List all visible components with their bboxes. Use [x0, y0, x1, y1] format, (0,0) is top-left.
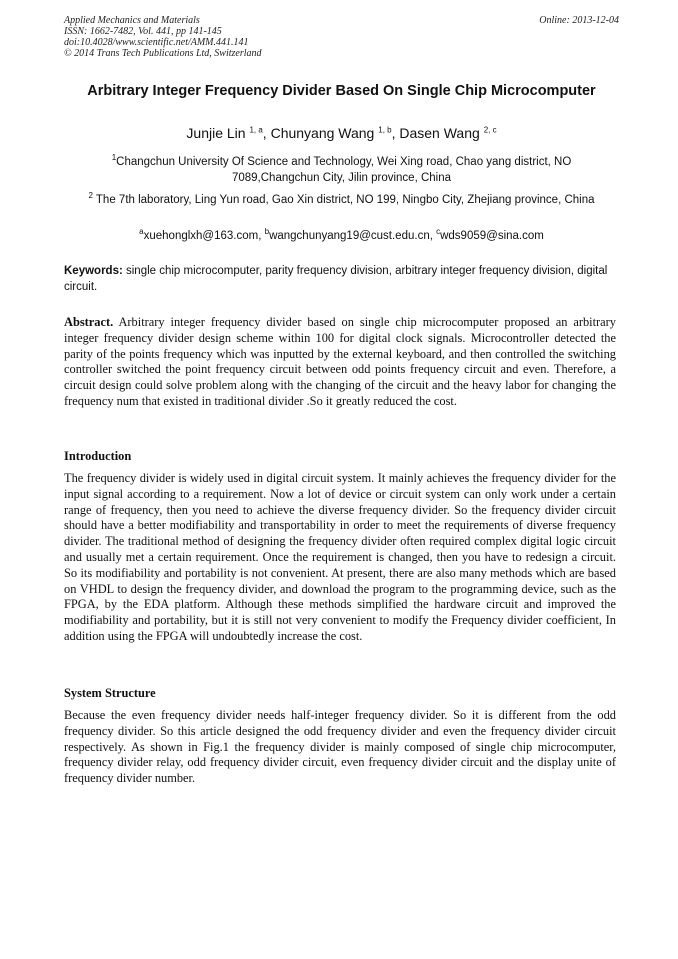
author-affiliation-mark: 1, a — [249, 125, 263, 135]
abstract-text: Arbitrary integer frequency divider based on single chip microcomputer proposed an arbitrary integer frequency divider design scheme within 100 for digital clock signals. Microcontroller detected the parity of the points frequency which was inputted by the external keyboard, and then controlled the switching controller switched the point frequency circuit between odd points frequency circuit and even. Therefore, a circuit design could solve problem along with the changing of the circuit and the heavy labor for changing the frequency num that existed in traditional divider .So it greatly reduced the cost. — [64, 315, 616, 408]
author-affiliation-mark: 2, c — [483, 125, 497, 135]
copyright-line: © 2014 Trans Tech Publications Ltd, Switzerland — [64, 48, 262, 59]
email-mark: a — [139, 227, 144, 237]
author-affiliation-mark: 1, b — [378, 125, 392, 135]
doi-line: doi:10.4028/www.scientific.net/AMM.441.141 — [64, 37, 249, 48]
journal-header — [64, 15, 619, 59]
affiliation-text: Changchun University Of Science and Technology, Wei Xing road, Chao yang district, NO 7089,Changchun City, Jilin province, China — [116, 156, 572, 184]
email-address[interactable]: xuehonglxh@163.com — [143, 230, 259, 242]
affiliation-text: The 7th laboratory, Ling Yun road, Gao Xin district, NO 199, Ningbo City, Zhejiang province, China — [92, 194, 595, 206]
online-date: Online: 2013-12-04 — [539, 15, 619, 26]
affiliation-2 — [74, 193, 609, 209]
email-mark: c — [436, 227, 441, 237]
email-address[interactable]: wds9059@sina.com — [440, 230, 544, 242]
email-mark: b — [264, 227, 270, 237]
keywords — [64, 264, 619, 295]
issn-line: ISSN: 1662-7482, Vol. 441, pp 141-145 — [64, 26, 222, 37]
author-name: Chunyang Wang — [270, 125, 375, 141]
author-name: Junjie Lin — [186, 125, 246, 141]
keywords-text: single chip microcomputer, parity frequency division, arbitrary integer frequency division, digital circuit. — [64, 265, 608, 293]
author-name: Dasen Wang — [399, 125, 480, 141]
paper-title: Arbitrary Integer Frequency Divider Based On Single Chip Microcomputer — [87, 83, 596, 99]
email-list: $^a$xuehonglxh@163.com, $^b$wangchunyang19@cust.edu.cn, $^c$wds9059@sina.com — [139, 227, 544, 242]
affiliation-mark: 1 — [111, 153, 117, 163]
affiliation-1 — [74, 155, 609, 186]
email-address[interactable]: wangchunyang19@cust.edu.cn — [269, 230, 430, 242]
journal-name: Applied Mechanics and Materials — [64, 15, 200, 26]
section-heading-system-structure: System Structure — [64, 686, 156, 700]
author-list: Junjie Lin $^{1, a}$, Chunyang Wang $^{1, b}$, Dasen Wang $^{2, c}$ — [186, 125, 497, 141]
abstract-label: Abstract. — [64, 315, 114, 329]
abstract — [64, 315, 616, 410]
keywords-label: Keywords: — [64, 265, 123, 277]
section-body-system-structure: Because the even frequency divider needs half-integer frequency divider. So it is different from the odd frequency divider. So this article designed the odd frequency divider and even the frequency divider circuit respectively. As shown in Fig.1 the frequency divider is mainly composed of single chip microcomputer, frequency divider relay, odd frequency divider circuit, even frequency divider circuit and the display unite of frequency divider number. — [64, 708, 616, 786]
affiliation-mark: 2 — [88, 191, 93, 201]
section-heading-introduction: Introduction — [64, 449, 132, 463]
section-body-introduction: The frequency divider is widely used in digital circuit system. It mainly achieves the frequency divider for the input signal according to a requirement. Now a lot of device or circuit system can only work under a certain range of frequency, then you need to achieve the diverse frequency divider. So the frequency divider circuit should have a better modifiability and transportability in order to meet the requirements of diverse frequency divider. The traditional method of designing the frequency divider often required complex digital logic circuit and usually met a certain requirement. Once the requirement is changed, then you have to redesign a circuit. So its modifiability and portability is not convenient. At present, there are also many methods which are based on VHDL to design the frequency divider, and download the program to the programming device, such as the FPGA, by the EDA platform. Although these methods simplified the hardware circuit and improved the modifiability and portability, but it is still not very convenient to modify the Frequency divider coefficient, In addition using the FPGA will undoubtedly increase the cost. — [64, 471, 616, 643]
